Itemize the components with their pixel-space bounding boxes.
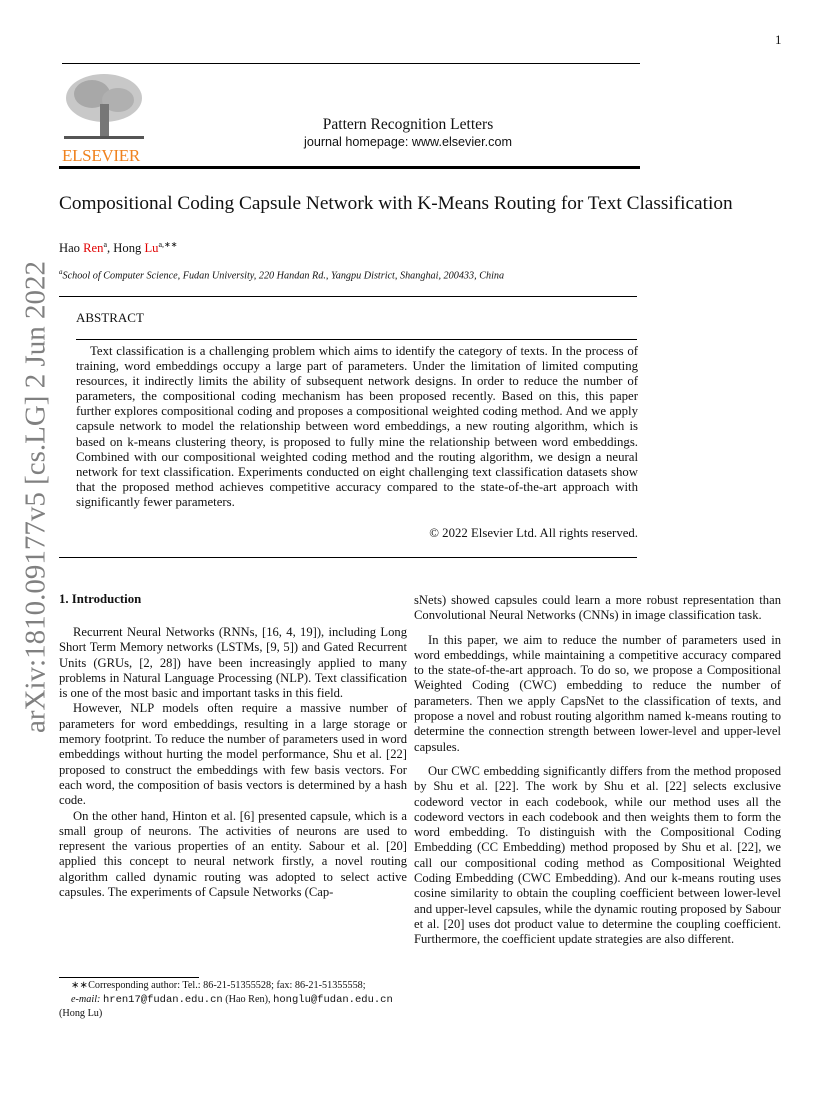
abstract-mid-rule (76, 339, 637, 340)
email-owner: (Hao Ren), (222, 993, 274, 1005)
section-heading: 1. Introduction (59, 592, 142, 606)
author-first-name: Hao (59, 241, 84, 256)
footnote-emails (59, 993, 409, 1008)
authors (59, 240, 177, 256)
page-number: 1 (775, 32, 782, 47)
author-separator: , Hong (107, 241, 145, 256)
intro-paragraph-6: Our CWC embedding significantly differs from the method proposed by Shu et al. [22]. The work by Shu et al. [22] selects exclusive codeword vector in each codebook, while our method uses all the codeword vectors in each codebook and then weights them to form the word embedding. To distinguish with the Compositional Coding Embedding (CC Embedding) method proposed by Shu et al. [22], we call our compositional coding method as Compositional Weighted Coding Embedding (CWC Embedding). And our k-means routing uses cosine similarity to obtain the coupling coefficient between lower-level and upper-level capsules, while the dynamic routing proposed by Sabour et al. [20] uses dot product value to determine the coupling coefficient. Furthermore, the coefficient update strategies are also different. (414, 763, 781, 947)
elsevier-logo (62, 70, 146, 165)
journal-name: Pattern Recognition Letters (322, 116, 494, 133)
publisher-name: ELSEVIER (62, 146, 140, 165)
abstract-top-rule (59, 296, 637, 297)
author-link-ren[interactable]: Ren (83, 241, 104, 256)
left-column (59, 625, 407, 900)
journal-homepage[interactable]: journal homepage: www.elsevier.com (304, 135, 512, 149)
affiliation (59, 268, 504, 281)
footnote (59, 979, 409, 1021)
arxiv-identifier: arXiv:1810.09177v5 [cs.LG] 2 Jun 2022 (19, 260, 52, 734)
footnote-contact: ∗∗Corresponding author: Tel.: 86-21-51355528; fax: 86-21-51355558; (71, 980, 366, 991)
affiliation-sup: a (59, 268, 63, 276)
email-ren[interactable]: hren17@fudan.edu.cn (102, 993, 223, 1006)
email-owner: (Hong Lu) (59, 1008, 103, 1020)
footnote-rule (59, 977, 199, 978)
abstract-bottom-rule (59, 557, 637, 558)
intro-paragraph-4: sNets) showed capsules could learn a more robust representation than Convolutional Neural Networks (CNNs) in image classification task. (414, 593, 781, 623)
affiliation-mark: a (103, 240, 107, 249)
author-link-lu[interactable]: Lu (144, 241, 159, 256)
intro-paragraph-2: However, NLP models often require a massive number of parameters for word embeddings, resulting in a large storage or memory footprint. To reduce the number of parameters used in word embeddings without hurting the model performance, Shu et al. [22] proposed to construct the embeddings with few basis vectors. For each word, the composition of basis vectors is determined by a hash code. (59, 701, 407, 808)
intro-paragraph-3: On the other hand, Hinton et al. [6] presented capsule, which is a small group of neurons. The activities of neurons are used to represent the various properties of an entity. Sabour et al. [20] applied this concept to neural network firstly, a novel routing algorithm called dynamic routing was adopted to select active capsules. The experiments of Capsule Networks (Cap- (59, 808, 407, 900)
intro-paragraph-5: In this paper, we aim to reduce the number of parameters used in word embeddings, while maintaining a competitive accuracy compared to the state-of-the-art approach. To do so, we propose a Compositional Weighted Coding (CWC) embedding to reduce the number of parameters. Then we apply CapsNet to the classification of texts, and propose a novel and robust routing algorithm named k-means routing to determine the connection strength between lower-level and upper-level capsules. (414, 632, 781, 754)
affiliation-mark: a,∗∗ (158, 240, 178, 249)
top-rule (62, 63, 640, 64)
tree-logo-icon (62, 70, 146, 142)
abstract-text: Text classification is a challenging problem which aims to identify the category of texts. In the process of training, word embeddings occupy a large part of parameters. Under the limitation of limited computing resources, it indirectly limits the ability of subsequent network designs. In order to reduce the number of parameters, the compositional coding mechanism has been proposed recently. Based on this, this paper further explores compositional coding and proposes a compositional weighted coding method. And we apply capsule network to model the relationship between word embeddings, a new routing algorithm, which is based on k-means clustering theory, is proposed to fully mine the relationship between word embeddings. Combined with our compositional weighted coding method and the routing algorithm, we design a neural network for text classification. Experiments conducted on eight challenging text classification datasets show that the proposed method achieves competitive accuracy compared to the state-of-the-art approach with significantly fewer parameters. (76, 344, 638, 509)
affiliation-text: School of Computer Science, Fudan University, 220 Handan Rd., Yangpu District, Shanghai, 200433, China (62, 270, 505, 282)
email-lu[interactable]: honglu@fudan.edu.cn (273, 993, 393, 1006)
paper-title: Compositional Coding Capsule Network with K-Means Routing for Text Classification (59, 193, 733, 214)
header-rule (59, 166, 640, 169)
abstract-heading: ABSTRACT (76, 310, 144, 325)
intro-paragraph-1: Recurrent Neural Networks (RNNs, [16, 4, 19]), including Long Short Term Memory networks (LSTMs, [9, 5]) and Gated Recurrent Units (GRUs, [2, 28]) have been increasingly applied to many problems in Natural Language Processing (NLP). Text classification is one of the most basic and important tasks in this field. (59, 625, 407, 701)
copyright: © 2022 Elsevier Ltd. All rights reserved. (429, 526, 638, 540)
right-column (414, 593, 781, 948)
email-label: e-mail: (71, 993, 103, 1005)
